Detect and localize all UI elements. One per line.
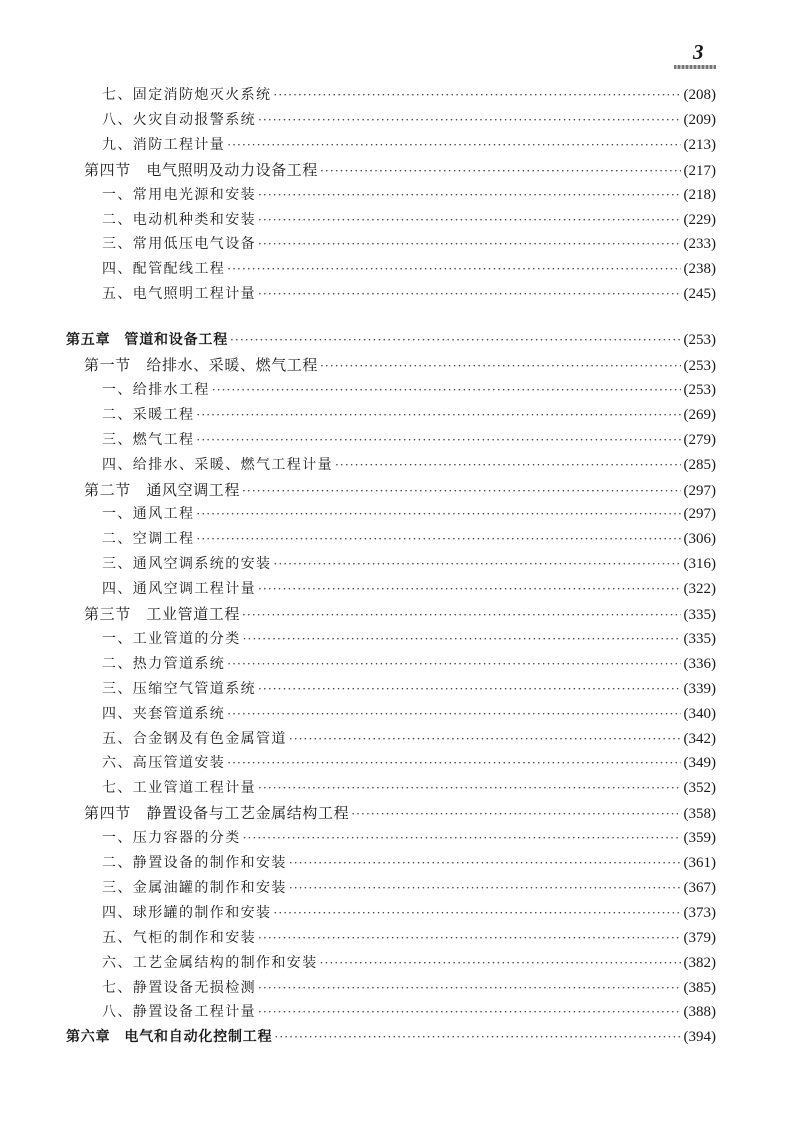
toc-page-number: (342) bbox=[683, 730, 716, 747]
toc-page-number: (340) bbox=[683, 705, 716, 722]
toc-page-number: (336) bbox=[683, 655, 716, 672]
toc-entry-title: 一、常用电光源和安装 bbox=[102, 186, 256, 203]
leader-dots bbox=[227, 707, 680, 721]
chapter-title: 管道和设备工程 bbox=[124, 332, 229, 349]
toc-entry-title: 九、消防工程计量 bbox=[102, 136, 226, 153]
toc-entry-item bbox=[102, 628, 716, 652]
toc-entry-title: 八、静置设备工程计量 bbox=[102, 1004, 256, 1021]
leader-dots bbox=[258, 582, 681, 596]
toc-entry-title: 第四节 电气照明及动力设备工程 bbox=[84, 160, 319, 179]
toc-entry-title: 四、通风空调工程计量 bbox=[102, 581, 256, 598]
leader-dots bbox=[258, 213, 681, 227]
toc-entry-item bbox=[102, 1001, 716, 1025]
toc-entry-title: 三、燃气工程 bbox=[102, 431, 195, 448]
toc-entry-title: 四、配管配线工程 bbox=[102, 261, 226, 278]
toc-page-number: (297) bbox=[683, 482, 716, 499]
leader-dots bbox=[196, 433, 680, 447]
leader-dots bbox=[196, 408, 680, 422]
toc-page-number: (297) bbox=[683, 506, 716, 523]
toc-page-number: (253) bbox=[683, 358, 716, 374]
toc-entry-title bbox=[66, 329, 228, 349]
toc-page-number: (385) bbox=[683, 979, 716, 996]
toc-entry-item bbox=[102, 877, 716, 901]
toc-entry-title: 三、金属油罐的制作和安装 bbox=[102, 879, 287, 896]
leader-dots bbox=[320, 164, 680, 178]
toc-entry-section bbox=[84, 159, 716, 183]
toc-page-number: (279) bbox=[683, 431, 716, 448]
toc-entry-title: 第四节 静置设备与工艺金属结构工程 bbox=[84, 804, 350, 823]
toc-entry-item bbox=[102, 578, 716, 602]
leader-dots bbox=[227, 657, 680, 671]
toc-page-number: (335) bbox=[683, 630, 716, 647]
toc-entry-title: 七、固定消防炮灭火系统 bbox=[102, 87, 272, 103]
toc-entry-section bbox=[84, 479, 716, 503]
header-rule bbox=[674, 65, 716, 69]
toc-page-number: (285) bbox=[683, 456, 716, 473]
leader-dots bbox=[196, 532, 680, 546]
toc-entry-item bbox=[102, 258, 716, 282]
toc-page-number: (373) bbox=[683, 904, 716, 921]
leader-dots bbox=[258, 113, 681, 127]
toc-entry-chapter bbox=[66, 329, 716, 353]
toc-entry-title: 一、工业管道的分类 bbox=[102, 630, 241, 647]
leader-dots bbox=[320, 956, 681, 970]
leader-dots bbox=[258, 781, 681, 795]
toc-page-number: (359) bbox=[683, 830, 716, 847]
toc-entry-title: 五、气柜的制作和安装 bbox=[102, 929, 256, 946]
leader-dots bbox=[243, 831, 681, 845]
toc-page-number: (245) bbox=[683, 286, 716, 303]
toc-page-number: (213) bbox=[683, 136, 716, 153]
toc-page-number: (269) bbox=[683, 406, 716, 423]
toc-entry-section bbox=[84, 802, 716, 826]
toc-entry-item bbox=[102, 109, 716, 133]
leader-dots bbox=[227, 262, 680, 276]
toc-entry-item bbox=[102, 952, 716, 976]
toc-page-number: (238) bbox=[683, 261, 716, 278]
toc-entry-item bbox=[102, 454, 716, 478]
toc-entry-title: 三、压缩空气管道系统 bbox=[102, 680, 256, 697]
leader-dots bbox=[230, 333, 680, 347]
toc-page-number: (335) bbox=[683, 607, 716, 623]
toc-entry-item bbox=[102, 84, 716, 108]
toc-page-number: (316) bbox=[683, 556, 716, 573]
toc-page-number: (361) bbox=[683, 855, 716, 871]
chapter-number: 第六章 bbox=[66, 1029, 111, 1046]
toc-entry-title: 三、通风空调系统的安装 bbox=[102, 556, 272, 573]
toc-entry-item bbox=[102, 233, 716, 257]
toc-entry-title: 六、工艺金属结构的制作和安装 bbox=[102, 954, 318, 971]
leader-dots bbox=[258, 287, 681, 301]
toc-entry-chapter bbox=[66, 1026, 716, 1050]
toc-entry-section bbox=[84, 603, 716, 627]
toc-page-number: (379) bbox=[683, 929, 716, 946]
toc-page-number: (367) bbox=[683, 879, 716, 896]
leader-dots bbox=[258, 931, 681, 945]
toc-entry-title: 四、给排水、采暖、燃气工程计量 bbox=[102, 456, 333, 473]
toc-entry-title: 一、通风工程 bbox=[102, 506, 195, 523]
toc-entry-item bbox=[102, 728, 716, 752]
chapter-title: 电气和自动化控制工程 bbox=[124, 1029, 273, 1046]
toc-entry-item bbox=[102, 429, 716, 453]
toc-page-number: (253) bbox=[683, 381, 716, 398]
toc-entry-section bbox=[84, 354, 716, 378]
toc-page-number: (394) bbox=[683, 1029, 716, 1046]
toc-entry-item bbox=[102, 503, 716, 527]
leader-dots bbox=[196, 507, 680, 521]
toc-page-number: (229) bbox=[683, 211, 716, 228]
toc-entry-item bbox=[102, 777, 716, 801]
leader-dots bbox=[320, 359, 680, 373]
toc-entry-item bbox=[102, 553, 716, 577]
toc-page-number: (233) bbox=[683, 236, 716, 253]
leader-dots bbox=[335, 458, 681, 472]
toc-entry-title: 四、夹套管道系统 bbox=[102, 705, 226, 722]
toc-page-number: (352) bbox=[683, 780, 716, 797]
leader-dots bbox=[258, 682, 681, 696]
toc-page-number: (306) bbox=[683, 531, 716, 548]
toc-entry-item bbox=[102, 404, 716, 428]
toc-entry-title: 五、合金钢及有色金属管道 bbox=[102, 730, 287, 747]
toc-page-number: (253) bbox=[683, 332, 716, 349]
leader-dots bbox=[227, 138, 680, 152]
toc-entry-title bbox=[66, 1026, 272, 1046]
toc-entry-item bbox=[102, 653, 716, 677]
leader-dots bbox=[289, 732, 681, 746]
leader-dots bbox=[273, 557, 680, 571]
leader-dots bbox=[258, 237, 681, 251]
toc-entry-item bbox=[102, 752, 716, 776]
toc-page-number: (208) bbox=[683, 87, 716, 103]
toc-page-number: (349) bbox=[683, 755, 716, 772]
toc-entry-title: 二、空调工程 bbox=[102, 531, 195, 548]
toc-entry-title: 七、工业管道工程计量 bbox=[102, 780, 256, 797]
toc-entry-item bbox=[102, 977, 716, 1001]
leader-dots bbox=[258, 188, 681, 202]
page-number: 3 bbox=[693, 40, 704, 64]
leader-dots bbox=[273, 906, 680, 920]
toc-entry-title: 第一节 给排水、采暖、燃气工程 bbox=[84, 356, 319, 374]
toc-entry-item bbox=[102, 283, 716, 307]
chapter-number: 第五章 bbox=[66, 332, 111, 349]
leader-dots bbox=[258, 1005, 681, 1019]
leader-dots bbox=[212, 383, 681, 397]
toc-entry-title: 二、热力管道系统 bbox=[102, 655, 226, 672]
toc-entry-item bbox=[102, 379, 716, 403]
leader-dots bbox=[274, 1030, 680, 1044]
toc-entry-title: 第二节 通风空调工程 bbox=[84, 480, 241, 499]
toc-entry-title: 二、采暖工程 bbox=[102, 406, 195, 423]
toc-entry-title: 二、电动机种类和安装 bbox=[102, 211, 256, 228]
leader-dots bbox=[351, 807, 680, 821]
leader-dots bbox=[243, 632, 681, 646]
toc-entry-item bbox=[102, 678, 716, 702]
leader-dots bbox=[242, 484, 680, 498]
toc-entry-title: 二、静置设备的制作和安装 bbox=[102, 855, 287, 871]
toc-entry-title: 三、常用低压电气设备 bbox=[102, 236, 256, 253]
toc-entry-title: 一、给排水工程 bbox=[102, 381, 210, 398]
toc-entry-title: 一、压力容器的分类 bbox=[102, 830, 241, 847]
toc-page-number: (388) bbox=[683, 1004, 716, 1021]
leader-dots bbox=[227, 756, 680, 770]
leader-dots bbox=[289, 856, 681, 870]
toc-entry-title: 六、高压管道安装 bbox=[102, 755, 226, 772]
toc-entry-item bbox=[102, 902, 716, 926]
toc-entry-item bbox=[102, 209, 716, 233]
leader-dots bbox=[289, 881, 681, 895]
toc-entry-item bbox=[102, 134, 716, 158]
toc-entry-item bbox=[102, 927, 716, 951]
toc-page-number: (339) bbox=[683, 680, 716, 697]
toc-page-number: (218) bbox=[683, 186, 716, 203]
toc-entry-title: 四、球形罐的制作和安装 bbox=[102, 904, 272, 921]
toc-entry-title: 五、电气照明工程计量 bbox=[102, 286, 256, 303]
toc-page-number: (217) bbox=[683, 162, 716, 179]
toc-entry-item bbox=[102, 703, 716, 727]
toc-page-number: (209) bbox=[683, 111, 716, 128]
toc-page-number: (358) bbox=[683, 806, 716, 823]
toc-entry-item bbox=[102, 827, 716, 851]
leader-dots bbox=[273, 88, 680, 102]
toc-entry-item bbox=[102, 528, 716, 552]
toc-entry-item bbox=[102, 184, 716, 208]
toc-entry-title: 七、静置设备无损检测 bbox=[102, 979, 256, 996]
toc-entry-item bbox=[102, 852, 716, 876]
toc-page-number: (382) bbox=[683, 954, 716, 971]
leader-dots bbox=[242, 608, 680, 622]
toc-entry-title: 第三节 工业管道工程 bbox=[84, 605, 241, 623]
toc-entry-title: 八、火灾自动报警系统 bbox=[102, 111, 256, 128]
toc-page-number: (322) bbox=[683, 581, 716, 598]
leader-dots bbox=[258, 981, 681, 995]
